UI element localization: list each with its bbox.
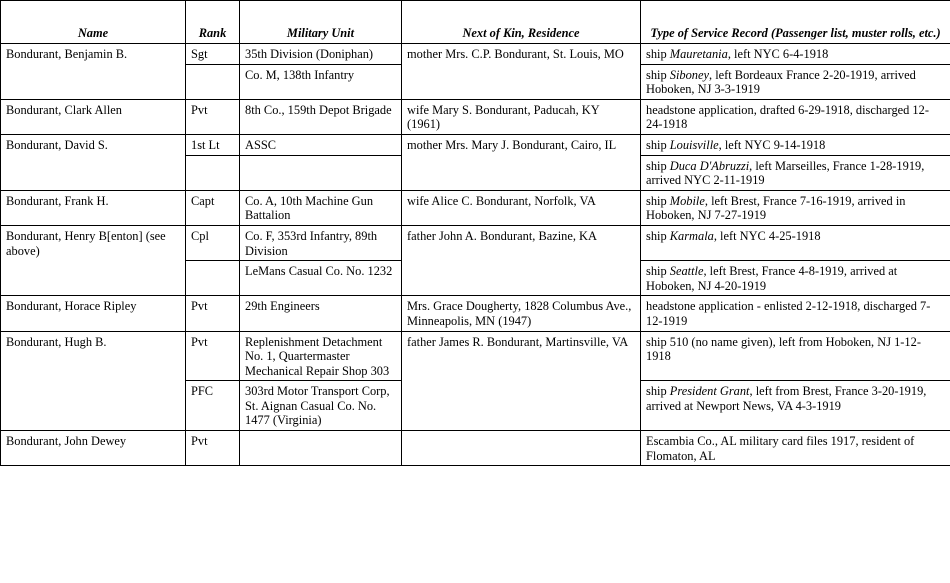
cell-rank: 1st Lt xyxy=(186,134,240,155)
cell-military-unit: 29th Engineers xyxy=(240,296,402,331)
cell-military-unit: Co. F, 353rd Infantry, 89th Division xyxy=(240,225,402,260)
record-text: ship xyxy=(646,193,670,208)
header-row xyxy=(1,1,950,44)
cell-military-unit: 35th Division (Doniphan) xyxy=(240,44,402,65)
cell-service-record xyxy=(641,155,950,190)
cell-service-record xyxy=(641,44,950,65)
cell-next-of-kin xyxy=(402,431,641,466)
record-text: , left NYC 6-4-1918 xyxy=(727,47,829,61)
cell-rank: Pvt xyxy=(186,331,240,381)
cell-military-unit: Replenishment Detachment No. 1, Quartermaster Mechanical Repair Shop 303 xyxy=(240,331,402,381)
cell-rank xyxy=(186,155,240,190)
cell-service-record xyxy=(641,261,950,296)
record-text: , left Brest, France 4-8-1919, arrived at Hoboken, NJ 4-20-1919 xyxy=(646,264,898,293)
record-text: ship xyxy=(646,158,670,173)
cell-next-of-kin: wife Alice C. Bondurant, Norfolk, VA xyxy=(402,190,641,225)
table-row xyxy=(1,225,950,260)
cell-military-unit: 8th Co., 159th Depot Brigade xyxy=(240,99,402,134)
cell-rank: PFC xyxy=(186,381,240,431)
cell-rank xyxy=(186,261,240,296)
record-text: , left Brest, France 7-16-1919, arrived in Hoboken, NJ 7-27-1919 xyxy=(646,193,906,223)
cell-service-record xyxy=(641,64,950,99)
record-text: headstone application, drafted 6-29-1918, discharged 12-24-1918 xyxy=(646,102,929,132)
header-rank: Rank xyxy=(186,1,240,44)
table-row xyxy=(1,134,950,155)
cell-rank: Sgt xyxy=(186,44,240,65)
cell-military-unit: LeMans Casual Co. No. 1232 xyxy=(240,261,402,296)
header-name: Name xyxy=(1,1,186,44)
ship-name: Seattle xyxy=(669,264,704,279)
cell-name: Bondurant, Hugh B. xyxy=(1,331,186,431)
cell-rank: Cpl xyxy=(186,225,240,260)
record-text: , left NYC 9-14-1918 xyxy=(718,137,826,152)
cell-name: Bondurant, John Dewey xyxy=(1,431,186,466)
record-text: , left Marseilles, France 1-28-1919, arrived NYC 2-11-1919 xyxy=(646,158,925,188)
cell-service-record xyxy=(641,381,950,431)
cell-military-unit: ASSC xyxy=(240,134,402,155)
header-military-unit: Military Unit xyxy=(240,1,402,44)
cell-rank: Capt xyxy=(186,190,240,225)
record-text: , left NYC 4-25-1918 xyxy=(713,228,821,243)
cell-next-of-kin: Mrs. Grace Dougherty, 1828 Columbus Ave., Minneapolis, MN (1947) xyxy=(402,296,641,331)
table-row xyxy=(1,331,950,381)
table-row xyxy=(1,190,950,225)
record-text: ship xyxy=(646,67,670,82)
record-text: ship xyxy=(646,137,670,152)
cell-name: Bondurant, Clark Allen xyxy=(1,99,186,134)
record-text: , left Bordeaux France 2-20-1919, arrived Hoboken, NJ 3-3-1919 xyxy=(646,67,916,97)
cell-rank: Pvt xyxy=(186,99,240,134)
header-service-record: Type of Service Record (Passenger list, muster rolls, etc.) xyxy=(641,1,950,44)
cell-military-unit: 303rd Motor Transport Corp, St. Aignan Casual Co. No. 1477 (Virginia) xyxy=(240,381,402,431)
ship-name: Louisville xyxy=(669,137,719,152)
cell-service-record xyxy=(641,331,950,381)
cell-next-of-kin: father John A. Bondurant, Bazine, KA xyxy=(402,225,641,295)
ship-name: Karmala xyxy=(669,228,714,243)
cell-service-record xyxy=(641,296,950,331)
cell-service-record xyxy=(641,225,950,260)
cell-service-record xyxy=(641,134,950,155)
cell-name: Bondurant, Frank H. xyxy=(1,190,186,225)
cell-military-unit: Co. A, 10th Machine Gun Battalion xyxy=(240,190,402,225)
table-body xyxy=(1,44,950,466)
cell-name: Bondurant, Henry B[enton] (see above) xyxy=(1,225,186,295)
cell-next-of-kin: wife Mary S. Bondurant, Paducah, KY (1961) xyxy=(402,99,641,134)
table-row xyxy=(1,431,950,466)
cell-military-unit: Co. M, 138th Infantry xyxy=(240,64,402,99)
table-row xyxy=(1,99,950,134)
cell-next-of-kin: father James R. Bondurant, Martinsville, VA xyxy=(402,331,641,431)
cell-name: Bondurant, Benjamin B. xyxy=(1,44,186,100)
record-text: ship 510 (no name given), left from Hoboken, NJ 1-12-1918 xyxy=(646,334,921,364)
header-next-of-kin: Next of Kin, Residence xyxy=(402,1,641,44)
cell-name: Bondurant, Horace Ripley xyxy=(1,296,186,331)
table-row xyxy=(1,296,950,331)
cell-next-of-kin: mother Mrs. C.P. Bondurant, St. Louis, MO xyxy=(402,44,641,100)
cell-military-unit xyxy=(240,431,402,466)
ship-name: President Grant xyxy=(669,384,750,399)
cell-rank xyxy=(186,64,240,99)
cell-rank: Pvt xyxy=(186,431,240,466)
ship-name: Duca D'Abruzzi xyxy=(669,158,750,173)
record-text: ship xyxy=(646,384,670,399)
cell-name: Bondurant, David S. xyxy=(1,134,186,190)
cell-service-record xyxy=(641,431,950,466)
record-text: headstone application - enlisted 2-12-1918, discharged 7-12-1919 xyxy=(646,299,931,328)
ship-name: Mauretania xyxy=(669,47,728,61)
ship-name: Siboney xyxy=(669,67,709,82)
cell-service-record xyxy=(641,99,950,134)
cell-next-of-kin: mother Mrs. Mary J. Bondurant, Cairo, IL xyxy=(402,134,641,190)
ship-name: Mobile xyxy=(669,193,705,208)
cell-rank: Pvt xyxy=(186,296,240,331)
record-text: Escambia Co., AL military card files 1917, resident of Flomaton, AL xyxy=(646,434,915,463)
cell-military-unit xyxy=(240,155,402,190)
record-text: ship xyxy=(646,228,670,243)
record-text: ship xyxy=(646,264,670,279)
record-text: ship xyxy=(646,47,670,61)
record-text: , left from Brest, France 3-20-1919, arrived at Newport News, VA 4-3-1919 xyxy=(646,384,927,413)
table-row xyxy=(1,44,950,65)
cell-service-record xyxy=(641,190,950,225)
